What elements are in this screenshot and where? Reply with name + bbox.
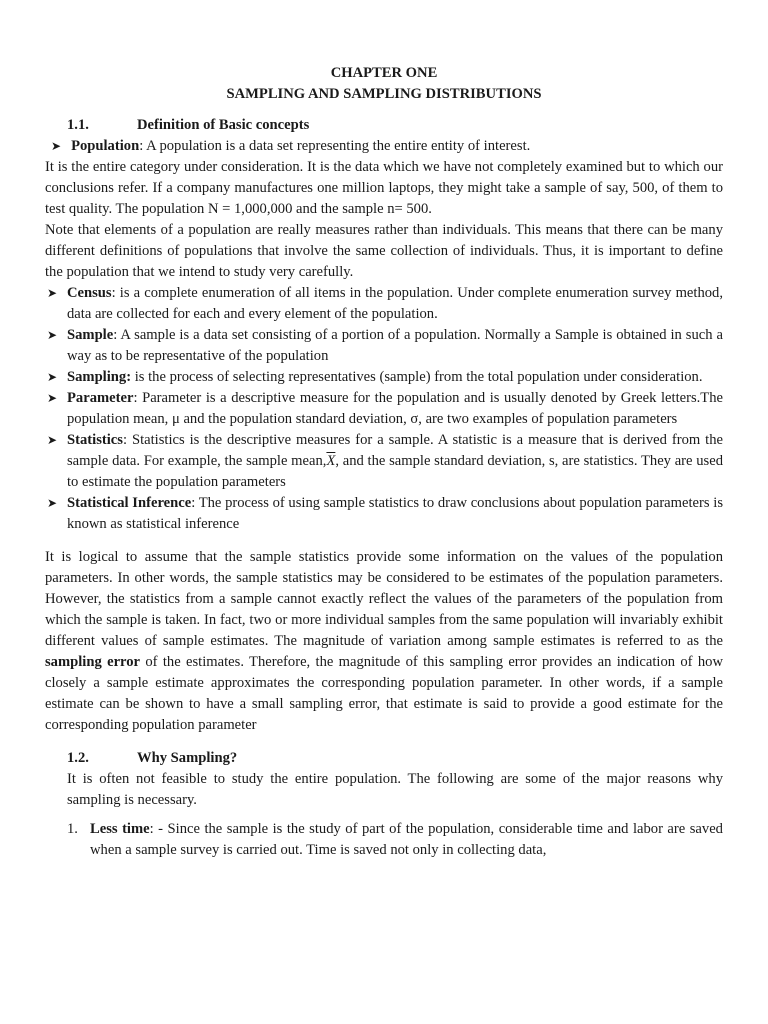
bold-term: sampling error [45,654,141,670]
list-item-sample [45,325,723,367]
definition: : - Since the sample is the study of part of the population, considerable time and labor are saved when a sample survey is carried out. Time is saved not only in collecting data, [90,821,723,858]
arrow-bullet-icon: ➤ [47,433,58,447]
section-title: Why Sampling? [137,750,238,766]
term: Statistics [67,432,123,448]
paragraph-text: It is logical to assume that the sample statistics provide some information on the values of the population parameters. In other words, the sample statistics may be considered to be estimates of the population parameters. However, the statistics from a sample cannot exactly reflect the values of the parameters of the population from which the sample is taken. In fact, two or more individual samples from the same population will invariably exhibit different values of sample estimates. The magnitude of variation among sample estimates is referred to as the [45,549,723,649]
term: Census [67,285,112,301]
section-heading-1-1 [45,115,723,136]
definition-cont: , and the sample standard deviation, s, are statistics. They are used to estimate the population parameters [67,453,723,490]
arrow-bullet-icon: ➤ [47,391,58,405]
definition: : The process of using sample statistics to draw conclusions about population parameters is known as statistical inference [67,495,723,532]
list-item-parameter [45,388,723,430]
item-number: 1. [67,821,78,837]
spacer [45,811,723,819]
definition: : A sample is a data set consisting of a portion of a population. Normally a Sample is obtained in such a way as to be representative of the population [67,327,723,364]
definition: is the process of selecting representatives (sample) from the total population under consideration. [131,369,703,385]
arrow-bullet-icon: ➤ [47,328,58,342]
x-bar-symbol: $\overline{X}$ [326,453,336,469]
section-number: 1.2. [67,750,89,766]
term: Statistical Inference [67,495,192,511]
list-item-census [45,283,723,325]
list-item-statistics [45,430,723,493]
document-page [45,63,723,861]
chapter-title: SAMPLING AND SAMPLING DISTRIBUTIONS [226,86,542,102]
population-definition [45,136,723,157]
spacer [45,535,723,547]
section-heading-1-2 [45,748,723,769]
section-number: 1.1. [67,117,89,133]
note-paragraph: Note that elements of a population are really measures rather than individuals. This means that there can be many different definitions of populations that involve the same collection of individuals. Thus, it is important to define the population that we intend to study very carefully. [45,222,723,280]
arrow-bullet-icon: ➤ [51,139,62,153]
term: Sampling: [67,369,132,385]
why-sampling-intro: It is often not feasible to study the entire population. The following are some of the major reasons why sampling is necessary. [67,771,723,808]
reasons-list [45,819,723,861]
definition: : is a complete enumeration of all items in the population. Under complete enumeration survey method, data are collected for each and every element of the population. [67,285,723,322]
population-paragraph: It is the entire category under consideration. It is the data which we have not completely examined but to which our conclusions refer. If a company manufactures one million laptops, they might take a sample of say, 500, of them to test quality. The population N = 1,000,000 and the sample n= 500. [45,159,723,217]
arrow-bullet-icon: ➤ [47,370,58,384]
term: Less time [90,821,150,837]
term: Parameter [67,390,134,406]
arrow-bullet-icon: ➤ [47,286,58,300]
arrow-bullet-icon: ➤ [47,496,58,510]
term: Population [71,138,140,154]
sampling-error-paragraph [45,547,723,736]
definition-list [45,283,723,535]
list-item-sampling [45,367,723,388]
definition: : Statistics is the descriptive measures for a sample. A statistic is a measure that is derived from the sample data. For example, the sample mean, [67,432,723,469]
definition: : A population is a data set representing the entire entity of interest. [139,138,531,154]
definition: : Parameter is a descriptive measure for the population and is usually denoted by Greek letters.The population mean, μ and the population standard deviation, σ, are two examples of population parameters [67,390,723,427]
list-item-inference [45,493,723,535]
term: Sample [67,327,114,343]
section-title: Definition of Basic concepts [137,117,310,133]
chapter-number: CHAPTER ONE [330,65,438,81]
paragraph-text-cont: of the estimates. Therefore, the magnitude of this sampling error provides an indication of how closely a sample estimate approximates the corresponding population parameter. In other words, if a sample estimate can be shown to have a small sampling error, that estimate is said to provide a good estimate for the corresponding population parameter [45,654,723,733]
list-item-less-time [45,819,723,861]
